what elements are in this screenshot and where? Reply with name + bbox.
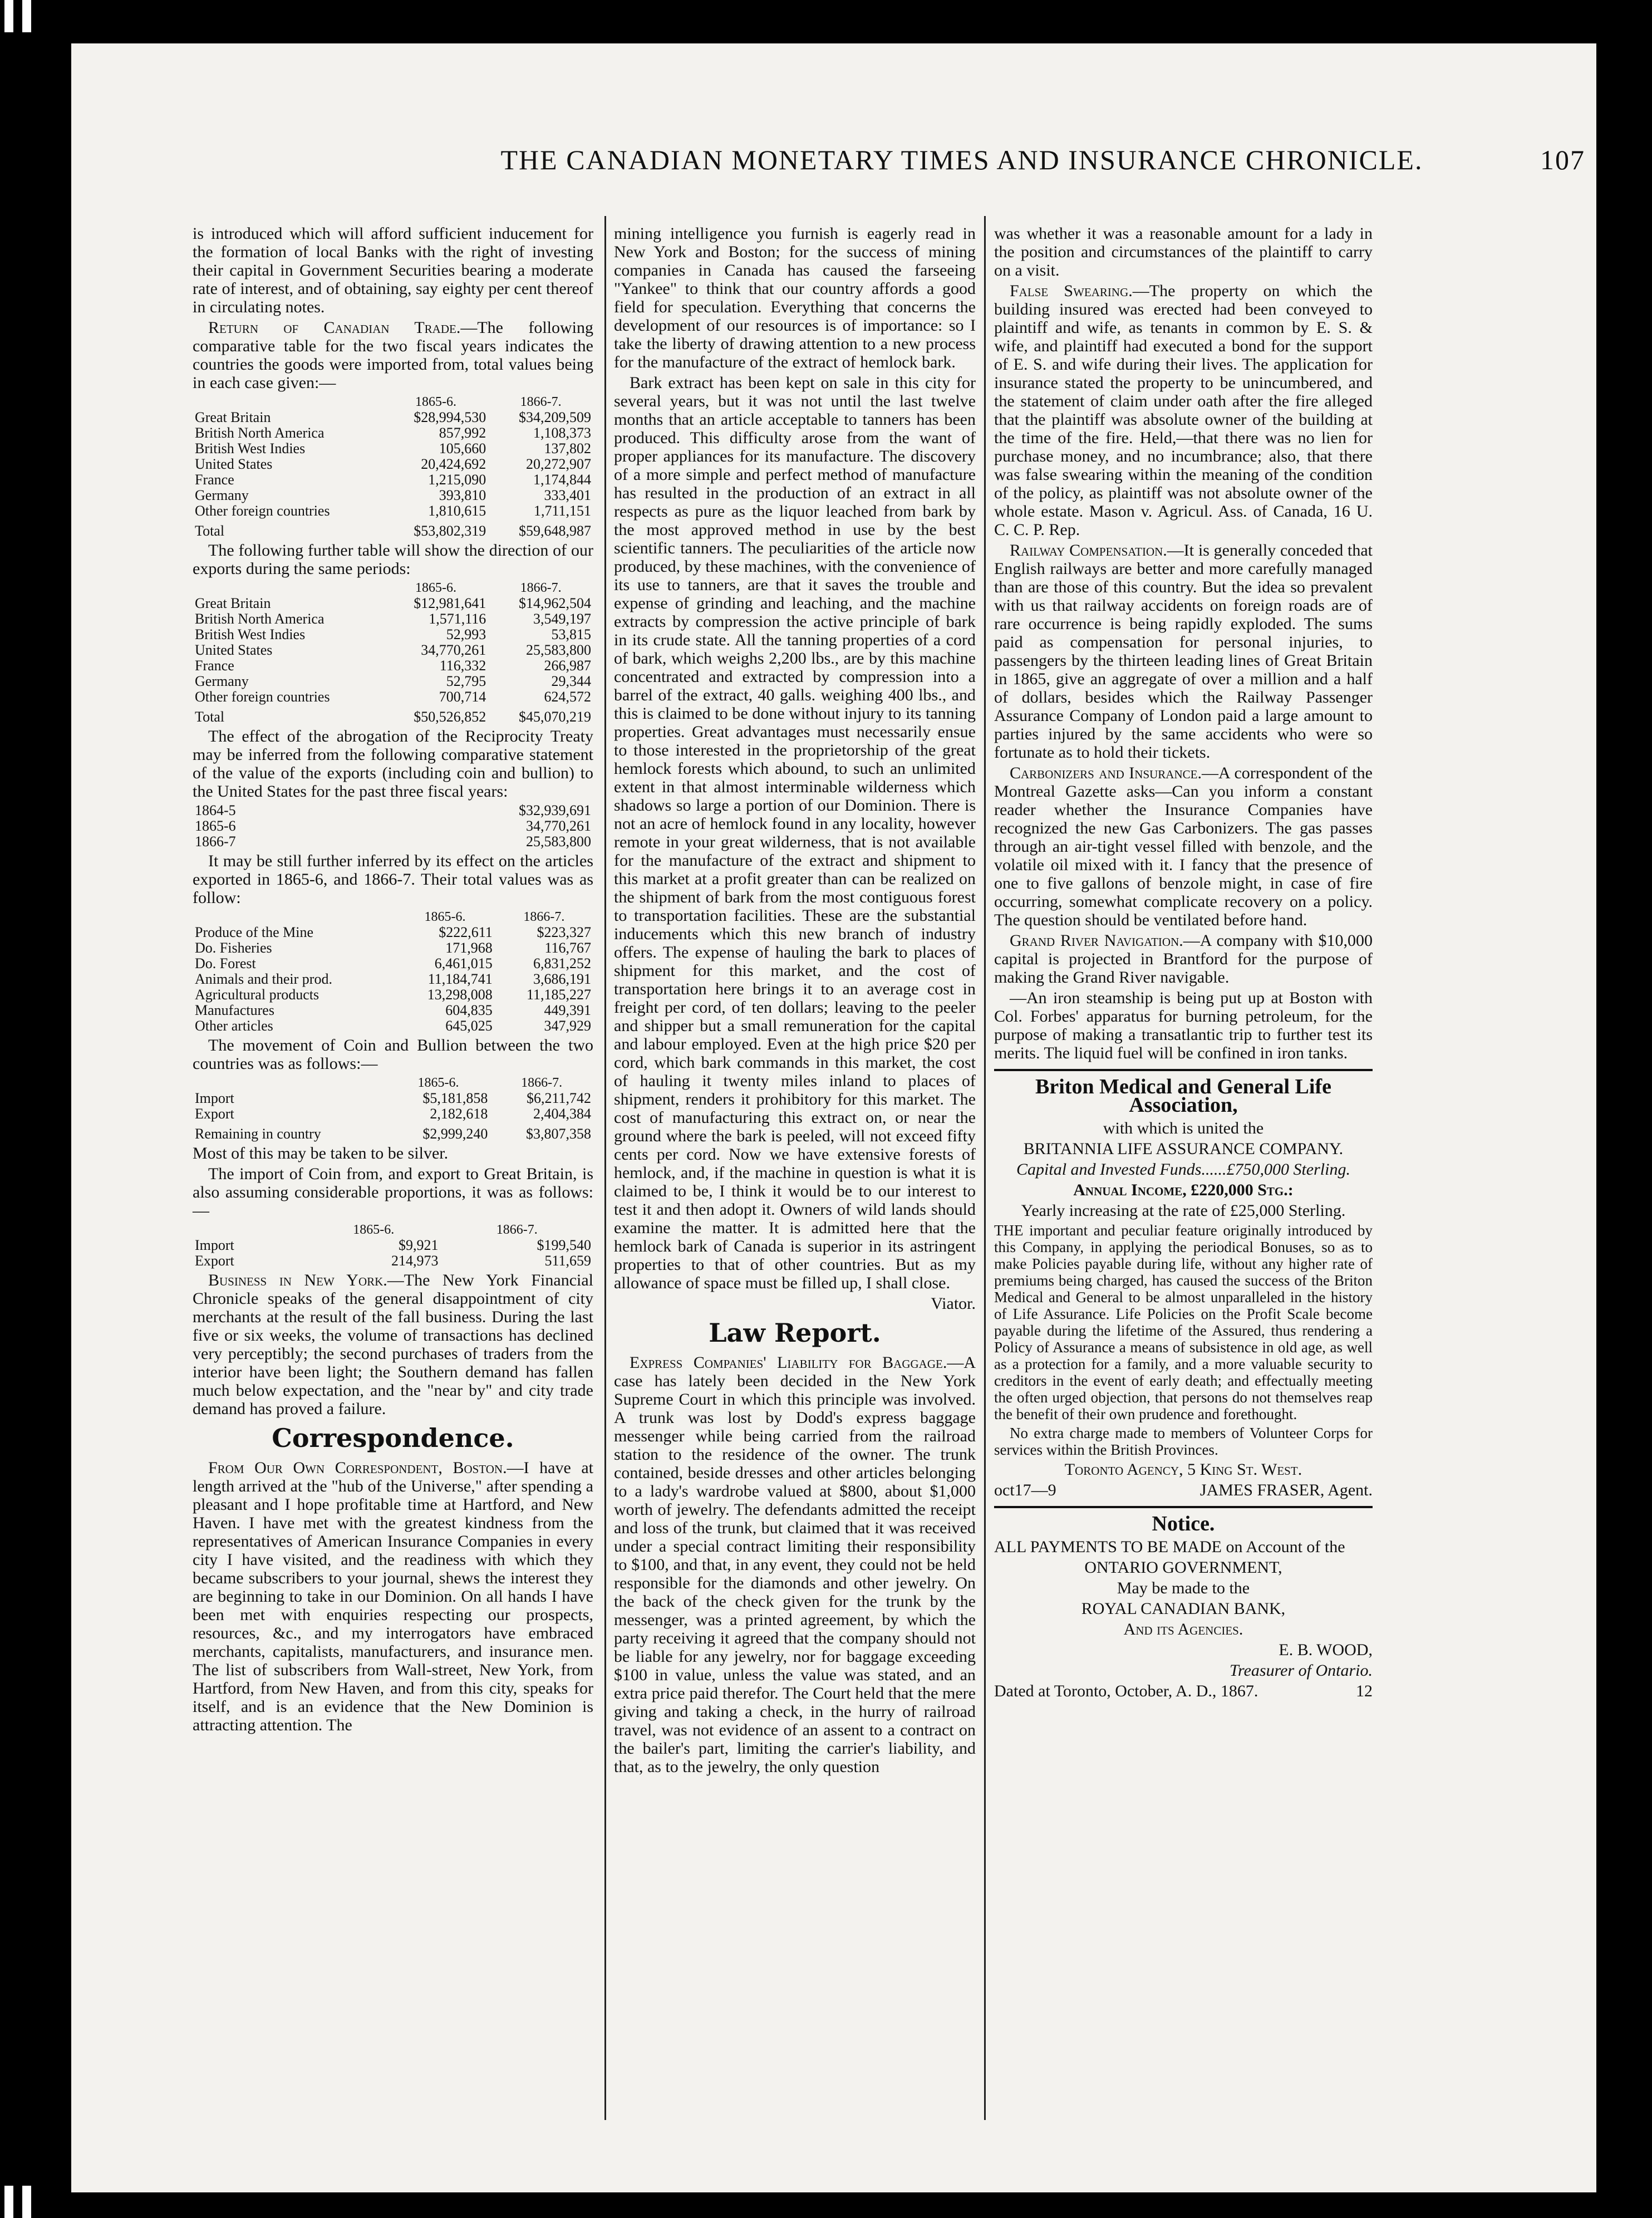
table-cell: Other foreign countries xyxy=(195,503,330,519)
ad-role: Treasurer of Ontario. xyxy=(1230,1661,1373,1680)
table-cell: Export xyxy=(195,1253,234,1269)
table-cell: $199,540 xyxy=(537,1237,591,1253)
table-cell: $34,209,509 xyxy=(519,409,591,425)
table-cell: 116,332 xyxy=(439,657,486,674)
paragraph: is introduced which will afford sufficient inducement for the formation of local Banks with the right of investing their capital in Government Securities bearing a moderate rate of interest, and of obtaining, say eighty per cent thereof in circulating notes. xyxy=(193,224,593,316)
ad-line: ONTARIO GOVERNMENT, xyxy=(1084,1558,1282,1577)
table-cell: 13,298,008 xyxy=(427,987,493,1003)
table-cell: Total xyxy=(195,523,225,539)
table-cell xyxy=(193,909,395,925)
table-row xyxy=(193,818,593,834)
table-cell: 333,401 xyxy=(544,487,591,503)
table-cell: 52,993 xyxy=(446,626,486,642)
section-lead: Business in New York. xyxy=(208,1271,387,1289)
table-cell: 624,572 xyxy=(544,689,591,705)
table-cell: British West Indies xyxy=(195,440,306,457)
table-row xyxy=(193,705,593,725)
table-cell: Great Britain xyxy=(195,409,271,425)
film-edge-mark xyxy=(4,0,13,32)
section-lead: False Swearing. xyxy=(1010,282,1133,300)
table-row xyxy=(193,457,593,472)
paragraph: Bark extract has been kept on sale in this city for several years, but it was not until the last twelve months that an article acceptable to tanners has been produced. This difficulty arose from the want of proper appliances for its manufacture. The discovery of a more simple and perfect method of manufacture has resulted in the production of an extract in all respects as pure as the liquor leached from bark by the most approved method in use by the best scientific tanners. The peculiarities of the article now produced, by these machines, with the convenience of its use to tanners, are that it saves the trouble and expense of grinding and leaching, and the machine extracts by compression the active principle of bark in its crude state. All the tanning properties of a cord of bark, which weighs 2,200 lbs., are by this machine concentrated and extracted by compression into a barrel of the extract, 40 galls. weighing 400 lbs., and this is claimed to be done without injury to its tanning properties. Great advantages must necessarily ensue to those interested in the proprietorship of the great hemlock forests which abound, to such an unlimited extent in that almost interminable wilderness which shadows so large a portion of our Dominion. There is not an acre of hemlock found in any locality, however remote in your great wilderness, that is not available for the manufacture of the extract and shipment to this market at a profit greater than can be realized on the shipment of bark from the most contiguous forest to transportation facilities. These are the substantial inducements which this new branch of industry offers. The expense of hauling the bark to places of shipment for this market, and the cost of transportation here brings it to an average cost in freight per cord, of ten dollars; leaving to the peeler and shipper but a small remuneration for the capital and labour employed. Even at the high price $20 per cord, which bark commands in this market, the cost of hauling it twenty miles inland to places of shipment, renders it prohibitory for this market. The cost of manufacturing this extract on, or near the ground where the bark is peeled, will not exceed fifty cents per cord. Now we have extensive forests of hemlock, and, if the machine in question is what it is claimed to be, I think it would be to our interest to test it and then adopt it. Owners of wild lands should examine the matter. It is admitted here that the hemlock bark of Canada is superior in its astringent properties to that of other countries. But as my allowance of space must be filled up, I shall close. xyxy=(614,374,976,1292)
table-row xyxy=(193,658,593,674)
years-table xyxy=(193,803,593,850)
table-cell: Total xyxy=(195,709,225,725)
table-cell xyxy=(193,580,384,596)
table-cell: 52,795 xyxy=(446,673,486,689)
ad-line: ALL PAYMENTS TO BE MADE on Account of the xyxy=(994,1538,1345,1556)
table-row xyxy=(193,580,593,596)
table-row xyxy=(193,472,593,488)
table-cell: $6,211,742 xyxy=(526,1090,591,1106)
table-cell: Do. Forest xyxy=(195,955,256,971)
import-table xyxy=(193,394,593,539)
table-cell: $50,526,852 xyxy=(414,709,486,725)
table-cell: 29,344 xyxy=(551,673,591,689)
paragraph: Express Companies' Liability for Baggage.—A case has lately been decided in the New York Supreme Court in which this principle was involved. A trunk was lost by Dodd's express baggage messenger while being carried from the railroad station to the residence of the owner. The trunk contained, beside dresses and other articles belonging to a lady's wardrobe valued at $800, about $1,000 worth of jewelry. The defendants admitted the receipt and loss of the trunk, but claimed that it was received under a special contract limiting their responsibility to $100, and that, in any event, they could not be held responsible for the diamonds and other jewelry. On the back of the check given for the trunk by the messenger, was a printed agreement, by which the party receiving it agreed that the company should not be liable for any jewelry, nor for baggage exceeding $100 in value, unless the value was stated, and an extra price paid therefor. The Court held that the mere giving and taking a check, in the hurry of railroad travel, was not evidence of an assent to a contract on the bailer's part, limiting the carrier's liability, and that, as to the jewelry, the only question xyxy=(614,1353,976,1776)
table-row xyxy=(193,394,593,410)
table-cell: 604,835 xyxy=(445,1002,493,1018)
table-row xyxy=(193,425,593,441)
table-cell: 1866-7. xyxy=(521,1076,563,1090)
page-number: 107 xyxy=(1540,144,1585,175)
table-cell: $53,802,319 xyxy=(414,523,486,539)
table-row xyxy=(193,956,593,971)
paragraph: Most of this may be taken to be silver. xyxy=(193,1144,449,1162)
ad-line: Yearly increasing at the rate of £25,000 Sterling. xyxy=(1021,1201,1346,1220)
paragraph: From Our Own Correspondent, Boston.—I have at length arrived at the "hub of the Universe," after spending a pleasant and I hope profitable time at Hartford, and New Haven. I have met with the greatest kindness from the representatives of American Insurance Companies in every city I have visited, and the readiness with which they became subscribers to your journal, shews the interest they are beginning to take in our Dominion. On all hands I have been met with enquiries respecting our prospects, resources, &c., and my interrogators have embraced merchants, capitalists, manufacturers, and insurance men. The list of subscribers from Wall-street, New York, from Hartford, from New Haven, and from this city, speaks for itself, and is an evidence that the New Dominion is attracting attention. The xyxy=(193,1459,593,1734)
table-cell: 1,215,090 xyxy=(428,472,486,488)
table-cell: $2,999,240 xyxy=(422,1126,488,1142)
ad-title: Briton Medical and General Life Association, xyxy=(1035,1075,1331,1117)
table-cell: Other foreign countries xyxy=(195,689,330,705)
table-cell: $9,921 xyxy=(399,1237,439,1253)
ad-line: Capital and Invested Funds......£750,000 Sterling. xyxy=(1016,1160,1350,1179)
table-cell: United States xyxy=(195,642,273,658)
table-cell: 53,815 xyxy=(551,626,591,642)
newspaper-page xyxy=(71,43,1596,2192)
table-cell: 1866-7. xyxy=(496,1223,538,1237)
table-cell: 449,391 xyxy=(544,1002,591,1018)
table-row xyxy=(193,1238,593,1253)
section-heading: Law Report. xyxy=(709,1318,881,1348)
ad-dated: Dated at Toronto, October, A. D., 1867. xyxy=(994,1682,1258,1700)
ad-code: 12 xyxy=(1356,1682,1373,1700)
table-cell: 347,929 xyxy=(544,1018,591,1034)
column-1 xyxy=(193,224,593,1736)
table-cell: 137,802 xyxy=(544,440,591,457)
table-cell: 700,714 xyxy=(439,689,486,705)
ad-body: THE important and peculiar feature originally introduced by this Company, in applying the periodical Bonuses, so as to make Policies payable during life, without any higher rate of premiums being charged, has caused the success of the Briton Medical and General to be almost unparalleled in the history of Life Assurance. Life Policies on the Profit Scale become payable during the lifetime of the Assured, thus rendering a Policy of Assurance a means of subsistence in old age, as well as a protection for a family, and a more valuable security to creditors in the event of early death; and effectually meeting the often urged objection, that persons do not themselves reap the benefit of their own prudence and forethought. xyxy=(994,1222,1373,1422)
table-cell: $222,611 xyxy=(439,924,493,940)
ad-line: BRITANNIA LIFE ASSURANCE COMPANY. xyxy=(1023,1140,1344,1158)
table-cell: 1,711,151 xyxy=(533,503,591,519)
table-cell: 511,659 xyxy=(544,1253,591,1269)
table-row xyxy=(193,503,593,519)
film-edge-mark xyxy=(4,2186,13,2218)
table-cell: Agricultural products xyxy=(195,987,319,1003)
paragraph: Business in New York.—The New York Financial Chronicle speaks of the general disappointment of city merchants at the result of the fall business. During the last five or six weeks, the volume of transactions has declined very perceptibly; the second purchases of traders from the interior have been light; the Southern demand has fallen much below expectation, and the "near by" and city trade demand has proved a failure. xyxy=(193,1271,593,1418)
section-lead: Carbonizers and Insurance. xyxy=(1010,764,1202,782)
column-rule xyxy=(604,216,606,2120)
table-cell: France xyxy=(195,657,234,674)
table-cell: $3,807,358 xyxy=(526,1126,591,1142)
table-cell: Other articles xyxy=(195,1018,273,1034)
paragraph: It may be still further inferred by its effect on the articles exported in 1865-6, and 1866-7. Their total values was as follow: xyxy=(193,852,593,907)
paragraph: —An iron steamship is being put up at Boston with Col. Forbes' apparatus for burning petroleum, for the purpose of making a transatlantic trip to further test its merits. The liquid fuel will be confined in iron tanks. xyxy=(994,989,1373,1062)
table-cell: Import xyxy=(195,1090,234,1106)
table-cell: Produce of the Mine xyxy=(195,924,314,940)
ad-date: oct17—9 xyxy=(994,1481,1056,1499)
section-lead: Express Companies' Liability for Baggage. xyxy=(630,1353,947,1372)
divider xyxy=(994,1069,1373,1071)
table-row xyxy=(193,410,593,425)
paragraph: mining intelligence you furnish is eagerly read in New York and Boston; for the success of mining companies in Canada has caused the farseeing "Yankee" to think that our country affords a good field for speculation. Everything that concerns the development of our resources is of importance: so I take the liberty of drawing attention to a new process for the manufacture of the extract of hemlock bark. xyxy=(614,224,976,371)
ad-line: May be made to the xyxy=(1117,1579,1250,1597)
articles-table xyxy=(193,909,593,1034)
table-row xyxy=(193,596,593,611)
table-cell: 857,992 xyxy=(439,425,486,441)
table-cell: 20,272,907 xyxy=(526,456,591,472)
table-cell: 1,174,844 xyxy=(533,472,591,488)
paragraph: The movement of Coin and Bullion between the two countries was as follows:— xyxy=(193,1036,593,1073)
table-cell: 25,583,800 xyxy=(526,642,591,658)
table-cell: 34,770,261 xyxy=(421,642,486,658)
table-cell: 1866-7. xyxy=(520,395,562,409)
table-row xyxy=(193,1091,593,1106)
table-cell: 25,583,800 xyxy=(526,833,591,850)
table-cell: 11,184,741 xyxy=(427,971,493,987)
table-cell: 105,660 xyxy=(439,440,486,457)
column-2 xyxy=(614,224,976,1778)
export-table xyxy=(193,580,593,725)
table-row xyxy=(193,519,593,539)
table-cell: 2,404,384 xyxy=(533,1106,591,1122)
table-cell: 1864-5 xyxy=(195,802,236,818)
table-cell: British North America xyxy=(195,611,324,627)
table-cell: 3,549,197 xyxy=(533,611,591,627)
table-cell: Export xyxy=(195,1106,234,1122)
table-cell: 1865-6. xyxy=(415,395,456,409)
ad-line: And its Agencies. xyxy=(1123,1620,1243,1638)
table-row xyxy=(193,940,593,956)
ad-line: with which is united the xyxy=(1103,1119,1264,1137)
table-row xyxy=(193,925,593,940)
table-row xyxy=(193,642,593,658)
table-cell: $28,994,530 xyxy=(414,409,486,425)
ad-agent: JAMES FRASER, Agent. xyxy=(1199,1481,1373,1499)
table-cell: $59,648,987 xyxy=(519,523,591,539)
table-cell: 1,108,373 xyxy=(533,425,591,441)
paragraph: was whether it was a reasonable amount for a lady in the position and circumstances of the plaintiff to carry on a visit. xyxy=(994,224,1373,279)
table-row xyxy=(193,803,593,818)
table-cell: $14,962,504 xyxy=(519,595,591,611)
table-row xyxy=(193,627,593,642)
ad-line: Toronto Agency, 5 King St. West. xyxy=(1064,1460,1302,1479)
table-cell: Import xyxy=(195,1237,234,1253)
britain-table xyxy=(193,1222,593,1269)
table-cell: 266,987 xyxy=(544,657,591,674)
ad-title: Notice. xyxy=(1152,1512,1215,1535)
table-row xyxy=(193,1003,593,1018)
table-cell: 1865-6. xyxy=(417,1076,459,1090)
table-row xyxy=(193,1018,593,1034)
table-cell: 1866-7. xyxy=(520,581,562,595)
paragraph: Carbonizers and Insurance.—A correspondent of the Montreal Gazette asks—Can you inform a constant reader whether the Insurance Companies have recognized the new Gas Carbonizers. The gas passes through an air-tight vessel filled with benzole, and the volatile oil mixed with it. I fancy that the presence of one to five gallons of benzole might, in case of fire occurring, somewhat complicate recovery on a policy. The question should be ventilated before hand. xyxy=(994,764,1373,929)
table-cell: 6,831,252 xyxy=(533,955,591,971)
paragraph: The effect of the abrogation of the Reciprocity Treaty may be inferred from the following comparative statement of the value of the exports (including coin and bullion) to the United States for the past three fiscal years: xyxy=(193,727,593,801)
table-cell: 214,973 xyxy=(391,1253,439,1269)
table-cell: Remaining in country xyxy=(195,1126,321,1142)
table-row xyxy=(193,674,593,689)
section-lead: Railway Compensation. xyxy=(1010,541,1167,560)
table-row xyxy=(193,1075,593,1091)
table-row xyxy=(193,488,593,503)
table-cell: Animals and their prod. xyxy=(195,971,332,987)
table-cell: 1865-6. xyxy=(353,1223,395,1237)
table-cell: 20,424,692 xyxy=(421,456,486,472)
paragraph: False Swearing.—The property on which the building insured was erected had been conveyed to plaintiff and wife, as tenants in common by E. S. & wife, and plaintiff had executed a bond for the support of E. S. and wife during their lives. The application for insurance stated the property to be unincumbered, and the statement of claim under oath after the fire alleged that the plaintiff was absolute owner of the building at the time of the fire. Held,—that there was no lien for purchase money, and no incumbrance; also, that there was false swearing within the meaning of the condition of the policy, as plaintiff was not absolute owner of the whole estate. Mason v. Agricul. Ass. of Canada, 16 U. C. C. P. Rep. xyxy=(994,282,1373,539)
table-cell: 645,025 xyxy=(445,1018,493,1034)
table-cell: Germany xyxy=(195,487,249,503)
table-cell: Manufactures xyxy=(195,1002,274,1018)
table-cell: 1,571,116 xyxy=(429,611,486,627)
section-lead: From Our Own Correspondent, Boston. xyxy=(208,1459,507,1477)
table-row xyxy=(193,834,593,850)
table-cell: 3,686,191 xyxy=(533,971,591,987)
page-title: THE CANADIAN MONETARY TIMES AND INSURANCE CHRONICLE. xyxy=(500,144,1423,175)
table-cell: 171,968 xyxy=(445,940,493,956)
table-cell: 393,810 xyxy=(439,487,486,503)
section-lead: Grand River Navigation. xyxy=(1010,931,1183,950)
section-heading: Correspondence. xyxy=(272,1423,514,1453)
table-cell xyxy=(193,1222,307,1238)
ad-line xyxy=(994,1682,1373,1700)
table-row xyxy=(193,611,593,627)
table-cell: 1865-6. xyxy=(424,910,466,924)
table-cell: British West Indies xyxy=(195,626,306,642)
ad-line: Annual Income, £220,000 Stg.: xyxy=(1073,1181,1294,1199)
table-cell: 1865-6. xyxy=(415,581,456,595)
table-cell: Great Britain xyxy=(195,595,271,611)
table-cell: 1,810,615 xyxy=(428,503,486,519)
table-cell xyxy=(193,1075,387,1091)
paragraph: Return of Canadian Trade.—The following comparative table for the two fiscal years indicates the countries the goods were imported from, total values being in each case given:— xyxy=(193,318,593,392)
ad-line: ROYAL CANADIAN BANK, xyxy=(1081,1599,1286,1618)
table-cell: France xyxy=(195,472,234,488)
table-cell: 11,185,227 xyxy=(526,987,591,1003)
table-cell: $45,070,219 xyxy=(519,709,591,725)
table-row xyxy=(193,441,593,457)
table-row xyxy=(193,1253,593,1269)
column-rule xyxy=(984,216,986,2120)
paragraph: The following further table will show the direction of our exports during the same periods: xyxy=(193,541,593,578)
table-cell: Germany xyxy=(195,673,249,689)
table-row xyxy=(193,1122,593,1142)
table-row xyxy=(193,689,593,705)
table-cell: $12,981,641 xyxy=(414,595,486,611)
ad-line xyxy=(994,1481,1373,1499)
table-cell: 1866-7. xyxy=(523,910,565,924)
table-cell xyxy=(193,394,384,410)
table-row xyxy=(193,909,593,925)
table-row xyxy=(193,987,593,1003)
table-cell: United States xyxy=(195,456,273,472)
film-edge-mark xyxy=(22,2186,31,2218)
signature: Viator. xyxy=(931,1294,976,1313)
table-cell: Do. Fisheries xyxy=(195,940,272,956)
table-row xyxy=(193,971,593,987)
page-header xyxy=(350,144,1585,176)
coin-table xyxy=(193,1075,593,1142)
paragraph: The import of Coin from, and export to Great Britain, is also assuming considerable proportions, it was as follows:— xyxy=(193,1165,593,1220)
table-cell: $223,327 xyxy=(537,924,591,940)
column-3 xyxy=(994,224,1373,1702)
paragraph: Grand River Navigation.—A company with $10,000 capital is projected in Brantford for the purpose of making the Grand River navigable. xyxy=(994,931,1373,987)
table-cell: 116,767 xyxy=(544,940,591,956)
table-row xyxy=(193,1106,593,1122)
ad-signer: E. B. WOOD, xyxy=(1279,1641,1373,1659)
section-lead: Return of Canadian Trade. xyxy=(208,318,461,337)
table-cell: $32,939,691 xyxy=(519,802,591,818)
film-edge-mark xyxy=(22,0,31,32)
table-cell: $5,181,858 xyxy=(422,1090,488,1106)
table-cell: 6,461,015 xyxy=(434,955,493,971)
paragraph: Railway Compensation.—It is generally conceded that English railways are better and more carefully managed than are those of this country. But the idea so prevalent with us that railway accidents on foreign roads are of rare occurrence is being rapidly exploded. The sums paid as compensation for personal injuries, to passengers by the thirteen leading lines of Great Britain in 1865, give an aggregate of over a million and a half of dollars, besides which the Railway Passenger Assurance Company of London paid a large amount to parties injured by the same accidents who were so fortunate as to hold their tickets. xyxy=(994,541,1373,762)
table-row xyxy=(193,1222,593,1238)
table-cell: 1866-7 xyxy=(195,833,236,850)
ad-line: No extra charge made to members of Volunteer Corps for services within the British Provinces. xyxy=(994,1425,1373,1458)
table-cell: 1865-6 xyxy=(195,818,236,834)
table-cell: 2,182,618 xyxy=(430,1106,488,1122)
table-cell: British North America xyxy=(195,425,324,441)
table-cell: 34,770,261 xyxy=(526,818,591,834)
divider xyxy=(994,1506,1373,1508)
